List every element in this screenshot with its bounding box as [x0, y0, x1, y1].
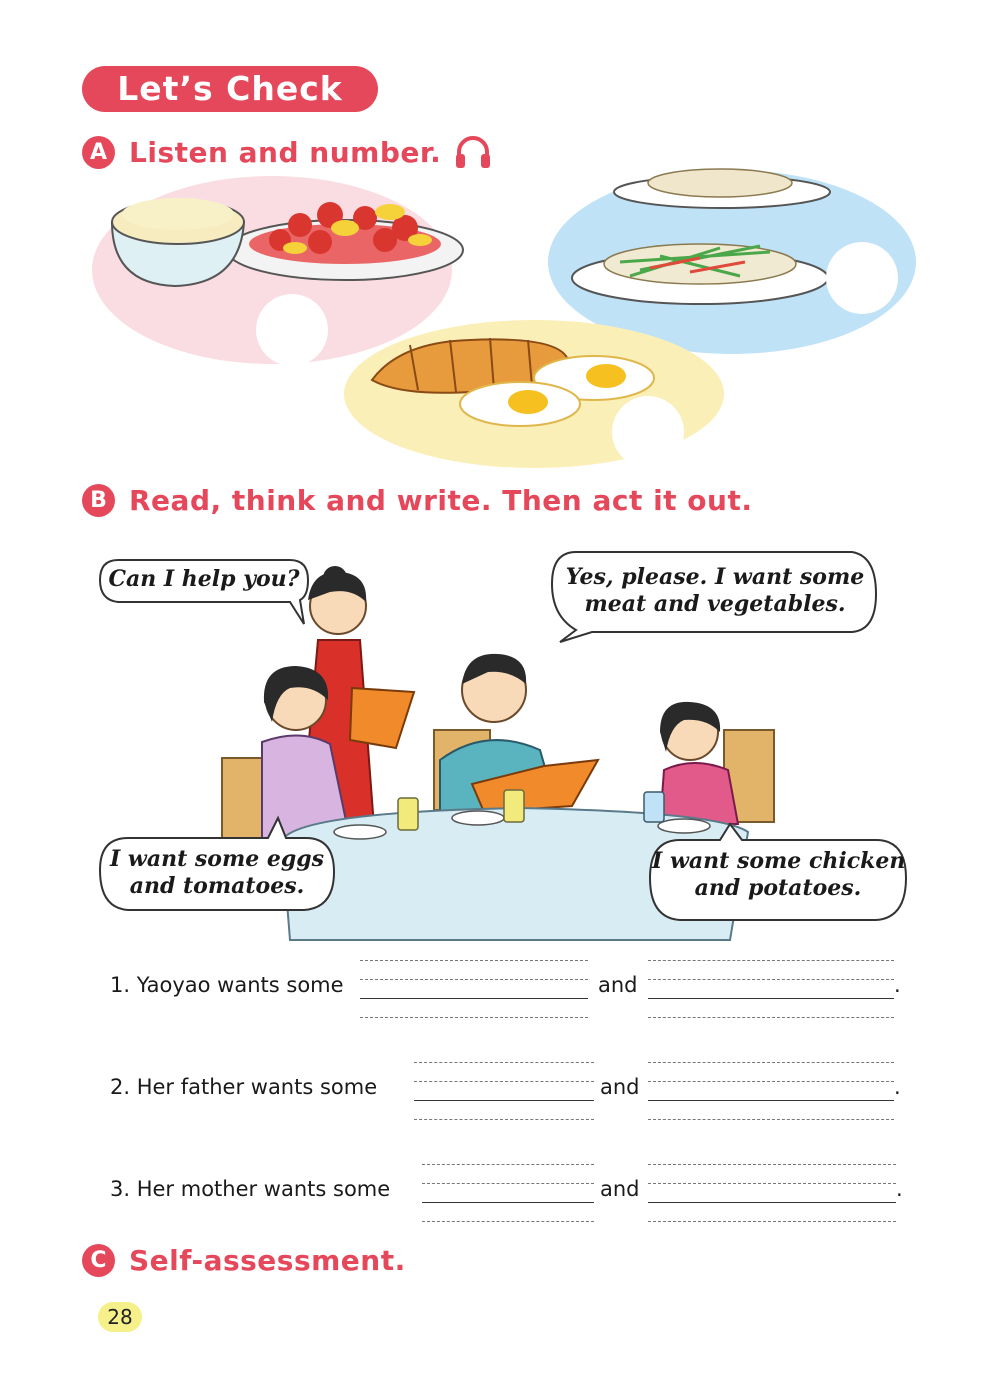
section-b-title: Read, think and write. Then act it out. — [129, 483, 753, 517]
sentence-period: . — [894, 973, 901, 997]
section-b-letter: B — [82, 484, 115, 517]
and-word: and — [600, 1075, 640, 1099]
lets-check-banner: Let’s Check — [82, 66, 378, 112]
answer-blank-first[interactable] — [360, 954, 588, 1020]
father-bubble-text — [556, 564, 874, 618]
and-word: and — [600, 1177, 640, 1201]
section-a-letter: A — [82, 136, 115, 169]
sentence-period: . — [896, 1177, 903, 1201]
waitress-bubble-text: Can I help you? — [108, 566, 300, 592]
section-c-header — [82, 1242, 406, 1278]
exercise-prompt: 3. Her mother wants some — [110, 1177, 391, 1201]
exercise-row — [110, 1056, 910, 1122]
exercise-row — [110, 1158, 910, 1224]
page-number: 28 — [98, 1302, 142, 1332]
answer-blank-second[interactable] — [648, 954, 894, 1020]
mother-bubble-line-1: I want some eggs — [109, 846, 325, 872]
exercise-row — [110, 954, 910, 1020]
answer-blank-second[interactable] — [648, 1056, 894, 1122]
sentence-period: . — [894, 1075, 901, 1099]
exercise-prompt: 1. Yaoyao wants some — [110, 973, 344, 997]
section-c-letter: C — [82, 1244, 115, 1277]
and-word: and — [598, 973, 638, 997]
answer-blank-first[interactable] — [414, 1056, 594, 1122]
girl-bubble-line-2: and potatoes. — [694, 875, 862, 901]
girl-bubble-text — [652, 848, 904, 902]
exercise-prompt: 2. Her father wants some — [110, 1075, 378, 1099]
section-c-title: Self-assessment. — [129, 1243, 406, 1277]
girl-bubble-line-1: I want some chicken — [652, 848, 906, 874]
father-bubble-line-2: meat and vegetables. — [584, 591, 846, 617]
mother-bubble-line-2: and tomatoes. — [129, 873, 305, 899]
section-a-title: Listen and number. — [129, 135, 442, 169]
mother-bubble-text — [102, 846, 332, 900]
father-bubble-line-1: Yes, please. I want some — [565, 564, 865, 590]
answer-blank-second[interactable] — [648, 1158, 896, 1224]
answer-blank-first[interactable] — [422, 1158, 594, 1224]
